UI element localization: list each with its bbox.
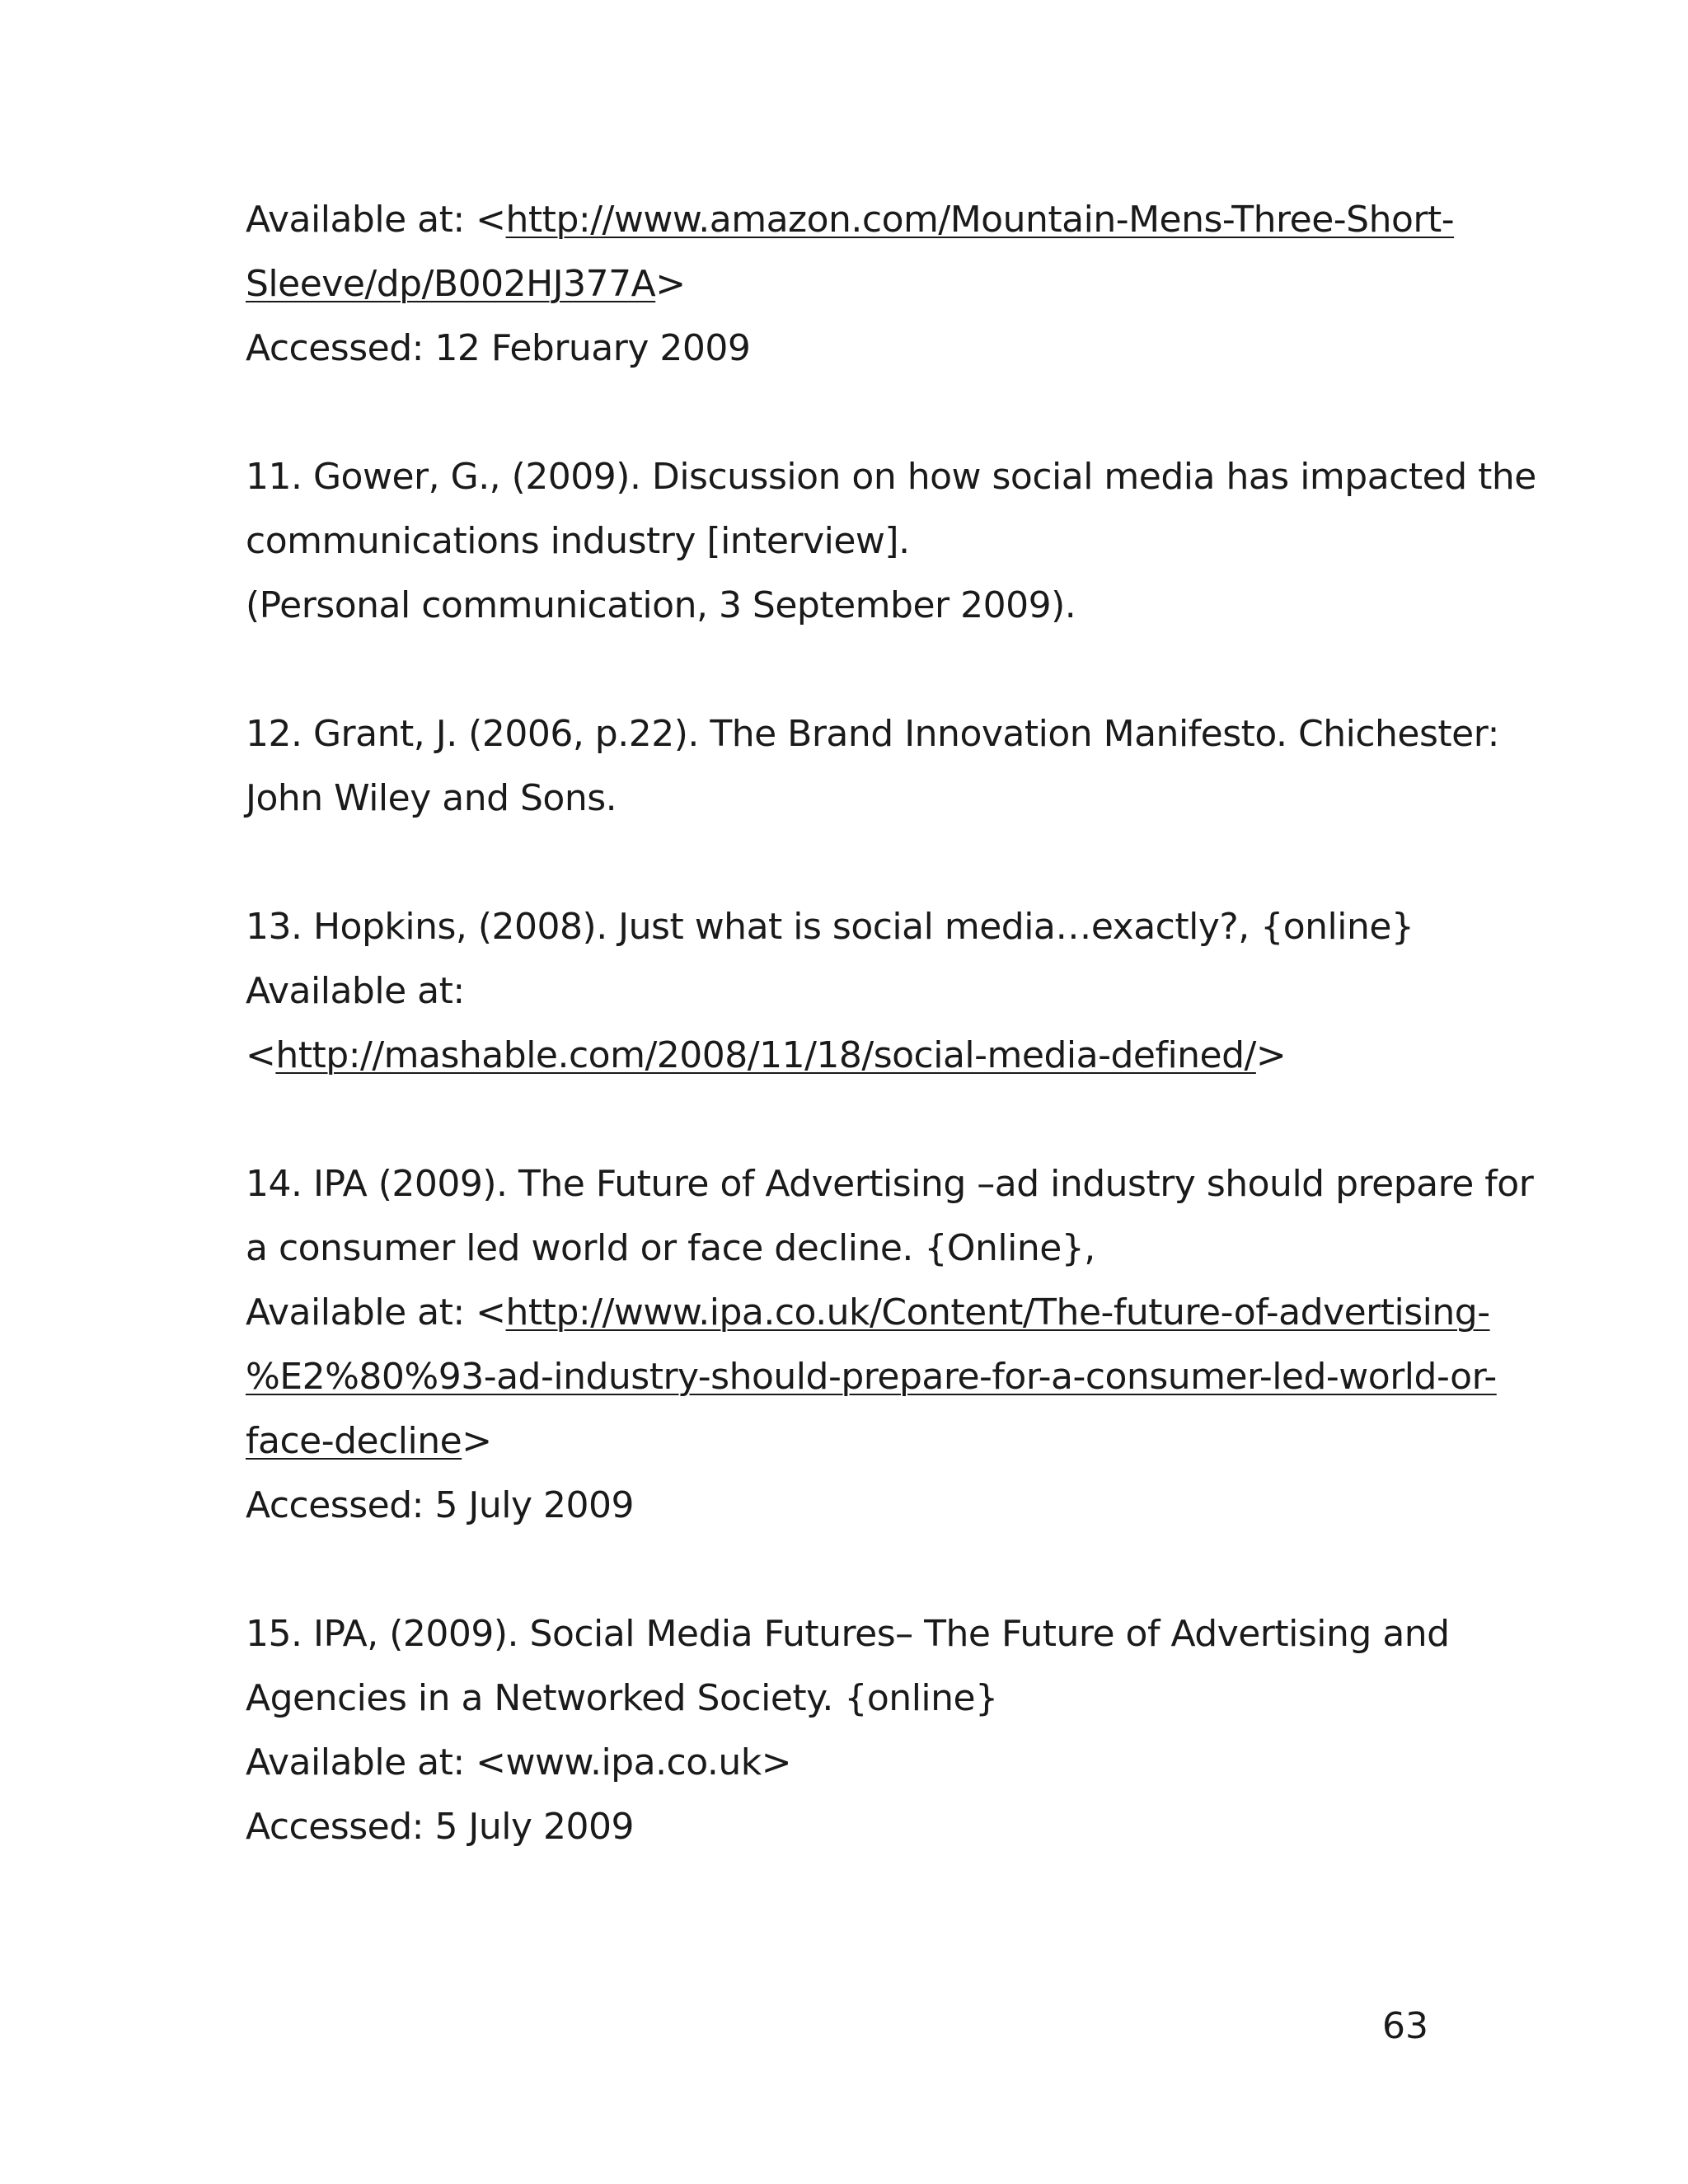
reference-line: 11. Gower, G., (2009). Discussion on how social media has impacted the bbox=[246, 456, 1536, 498]
reference-link[interactable]: http://www.amazon.com/Mountain-Mens-Three-Short- bbox=[505, 199, 1455, 241]
reference-line bbox=[246, 1409, 1474, 1474]
entry-spacer bbox=[246, 1088, 1474, 1152]
reference-line bbox=[246, 1024, 1474, 1088]
reference-entry bbox=[246, 895, 1474, 1088]
reference-line: (Personal communication, 3 September 2009). bbox=[246, 584, 1076, 626]
reference-link[interactable]: http://mashable.com/2008/11/18/social-media-defined/ bbox=[275, 1034, 1256, 1076]
reference-line bbox=[246, 1281, 1490, 1345]
line-text: > bbox=[655, 263, 686, 305]
reference-entry bbox=[246, 1602, 1474, 1859]
reference-link[interactable]: face-decline bbox=[246, 1420, 462, 1462]
references-list bbox=[246, 188, 1536, 1859]
reference-line: Available at: bbox=[246, 970, 465, 1012]
reference-line: 14. IPA (2009). The Future of Advertising –ad industry should prepare for bbox=[246, 1163, 1534, 1205]
reference-line bbox=[246, 188, 1474, 252]
reference-line bbox=[246, 252, 1474, 316]
entry-spacer bbox=[246, 831, 1474, 895]
line-text: > bbox=[462, 1420, 492, 1462]
line-text: < bbox=[246, 1034, 276, 1076]
reference-line: Accessed: 5 July 2009 bbox=[246, 1484, 635, 1526]
reference-line: a consumer led world or face decline. {Online}, bbox=[246, 1227, 1095, 1269]
reference-link[interactable]: %E2%80%93-ad-industry-should-prepare-for-a-consumer-led-world-or- bbox=[246, 1356, 1497, 1398]
page-number: 63 bbox=[1382, 2005, 1428, 2047]
reference-line: Agencies in a Networked Society. {online} bbox=[246, 1677, 998, 1719]
reference-entry bbox=[246, 1152, 1534, 1538]
reference-link[interactable]: Sleeve/dp/B002HJ377A bbox=[246, 263, 656, 305]
entry-spacer bbox=[246, 638, 1474, 702]
reference-line: 12. Grant, J. (2006, p.22). The Brand Innovation Manifesto. Chichester: bbox=[246, 713, 1499, 755]
line-text: Available at: < bbox=[246, 1291, 506, 1333]
entry-spacer bbox=[246, 1538, 1474, 1602]
reference-line: Accessed: 5 July 2009 bbox=[246, 1806, 635, 1848]
reference-entry bbox=[246, 445, 1536, 638]
reference-entry bbox=[246, 702, 1499, 831]
entry-spacer bbox=[246, 381, 1474, 445]
reference-line: communications industry [interview]. bbox=[246, 520, 910, 562]
reference-line: Available at: <www.ipa.co.uk> bbox=[246, 1741, 792, 1783]
reference-line: 13. Hopkins, (2008). Just what is social media…exactly?, {online} bbox=[246, 906, 1414, 948]
reference-entry bbox=[246, 188, 1474, 381]
reference-line: John Wiley and Sons. bbox=[246, 777, 617, 819]
reference-link[interactable]: http://www.ipa.co.uk/Content/The-future-of-advertising- bbox=[505, 1291, 1490, 1333]
line-text: Available at: < bbox=[246, 199, 506, 241]
reference-line: 15. IPA, (2009). Social Media Futures– The Future of Advertising and bbox=[246, 1613, 1450, 1655]
reference-line: Accessed: 12 February 2009 bbox=[246, 327, 751, 369]
reference-line bbox=[246, 1345, 1497, 1409]
line-text: > bbox=[1255, 1034, 1287, 1076]
